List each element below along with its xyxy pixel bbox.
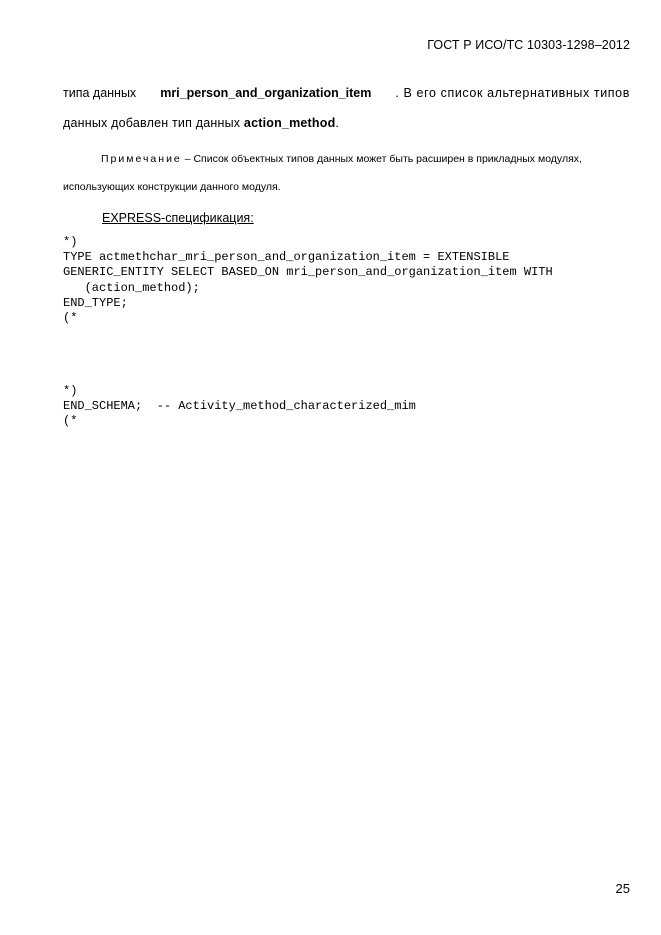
express-heading: EXPRESS-спецификация: [102,211,254,225]
para1-prefix: типа данных [63,86,137,100]
note-text-line1: – Список объектных типов данных может быть расширен в прикладных модулях, [181,153,582,165]
note-line1 [63,153,630,165]
body-paragraph-line2 [63,116,630,130]
note-label: Примечание [101,153,182,165]
para2-bold-term: action_method [243,116,336,130]
note-line2: использующих конструкции данного модуля. [63,181,281,193]
standard-header: ГОСТ Р ИСО/ТС 10303-1298–2012 [427,38,630,52]
express-code-block-end-schema: *) END_SCHEMA; -- Activity_method_characterized_mim (* [63,384,416,429]
para1-bold-term: mri_person_and_organization_item [160,86,372,100]
para2-suffix: . [335,116,340,130]
page-number: 25 [615,881,630,896]
para2-prefix: данных добавлен тип данных [63,116,244,130]
para1-suffix: . В его список альтернативных типов [395,86,630,100]
express-code-block-type: *) TYPE actmethchar_mri_person_and_organization_item = EXTENSIBLE GENERIC_ENTITY SELECT BASED_ON mri_person_and_organization_item WITH (action_method); END_TYPE; (* [63,235,553,326]
body-paragraph-line1 [63,86,630,100]
